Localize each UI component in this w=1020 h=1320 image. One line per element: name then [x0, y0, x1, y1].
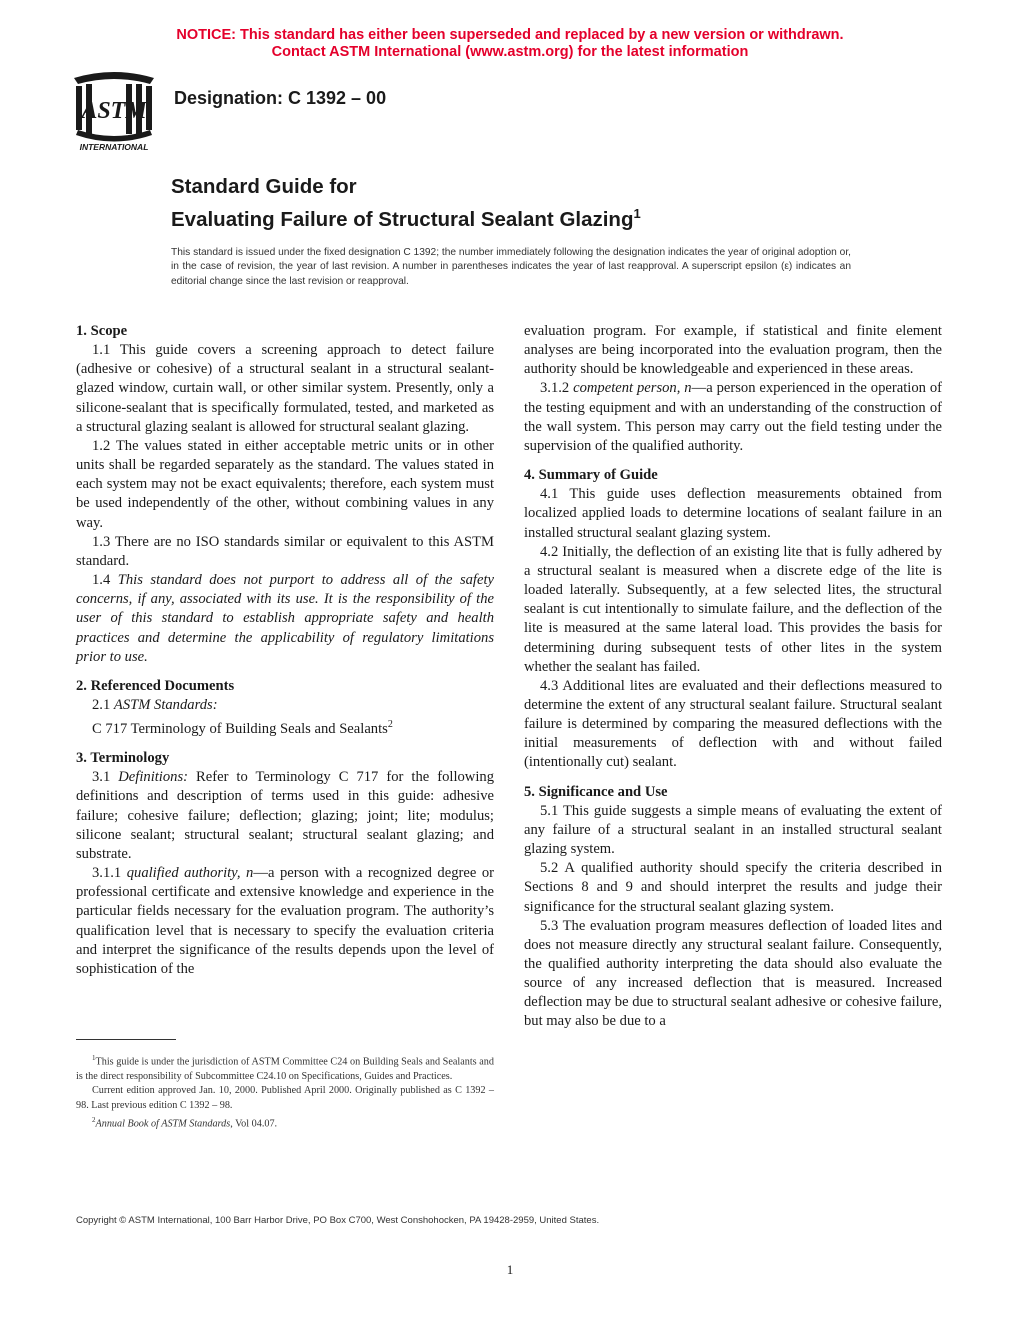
para-5-3: 5.3 The evaluation program measures deflection of loaded lites and does not measure directly any structural sealant failure. Consequently, the qualified authority interpreting the data should also evaluate the source of any increased deflection that is measured. Increased deflection may be due to structural sealant adhesive or cohesive failure, but may also be due to a	[524, 917, 942, 1030]
para-3-1-text: Refer to Terminology C 717 for the following definitions and description of terms used in this guide: adhesive failure; cohesive failure; deflection; glazing; joint; lite; modulus; silicone sealant; structural sealant; structural sealant glazing; and substrate.	[76, 769, 494, 862]
title-line-2: Evaluating Failure of Structural Sealant Glazing	[171, 207, 634, 231]
section-2-heading: 2. Referenced Documents	[76, 677, 235, 694]
logo-subtext: INTERNATIONAL	[79, 142, 149, 152]
notice-line-1: NOTICE: This standard has either been superseded and replaced by a new version or withdrawn.	[176, 27, 844, 43]
para-4-2: 4.2 Initially, the deflection of an existing lite that is fully adhered by a structural sealant is measured when a discrete edge of the lite is loaded laterally. Subsequently, at a few selected lites, the structural sealant is cut intentionally to simulate failure, and the deflection of the lite is measured at the same lateral load. This provides the basis for determining during subsequent tests of other lites in the system whether the sealant has failed.	[524, 543, 942, 675]
para-1-4-num: 1.4	[92, 572, 111, 589]
para-1-3: 1.3 There are no ISO standards similar or equivalent to this ASTM standard.	[76, 533, 494, 569]
para-3-1-1-text: —a person with a recognized degree or professional certificate and extensive knowledge and experience in the particular fields necessary for the evaluation program. The authority’s qualification level that is necessary to specify the evaluation criteria and interpret the significance of the results depends upon the level of sophistication of the	[76, 865, 495, 977]
section-3-heading: 3. Terminology	[76, 750, 170, 767]
designation: Designation: C 1392 – 00	[174, 88, 387, 108]
para-4-1: 4.1 This guide uses deflection measurements obtained from localized applied loads to determine locations of sealant failure in an installed structural sealant glazing system.	[524, 486, 942, 541]
para-1-1: 1.1 This guide covers a screening approach to detect failure (adhesive or cohesive) of a structural sealant in a structural sealant-glazed window, curtain wall, or other similar system. Presently, only a silicone-sealant that is specifically formulated, tested, and marketed as a structural glazing sealant is allowed for structural sealant glazing.	[76, 342, 494, 435]
footnote-1	[76, 1051, 494, 1084]
para-1-4	[76, 571, 494, 667]
reference-c717	[76, 715, 494, 739]
footnote-1-marker: 1	[92, 1054, 96, 1062]
footnote-1-text: This guide is under the jurisdiction of ASTM Committee C24 on Building Seals and Sealants and is the direct responsibility of Subcommittee C24.10 on Specifications, Guides and Practices.	[76, 1056, 494, 1082]
para-3-1-num: 3.1	[92, 769, 111, 786]
section-1-heading: 1. Scope	[76, 323, 128, 339]
copyright: Copyright © ASTM International, 100 Barr Harbor Drive, PO Box C700, West Conshohocken, PA 19428-2959, United States.	[76, 1215, 600, 1226]
para-3-1-1-term: qualified authority, n	[126, 865, 254, 882]
para-2-1-num: 2.1	[92, 696, 111, 713]
para-4-3: 4.3 Additional lites are evaluated and their deflections measured to determine the extent of any structural sealant failure. Structural sealant failure is determined by comparing the measured deflections with the initial measurements of deflection with and without failed (intentionally cut) sealant.	[524, 677, 942, 771]
para-1-4-text: This standard does not purport to address all of the safety concerns, if any, associated with its use. It is the responsibility of the user of this standard to establish appropriate safety and health practices and determine the applicability of regulatory limitations prior to use.	[76, 572, 494, 665]
para-5-2: 5.2 A qualified authority should specify the criteria described in Sections 8 and 9 and should interpret the results and judge their significance for the structural sealant glazing system.	[524, 860, 942, 915]
notice-line-2: Contact ASTM International (www.astm.org) for the latest information	[271, 44, 749, 60]
section-4-heading: 4. Summary of Guide	[524, 467, 658, 484]
issue-note-text: This standard is issued under the fixed designation C 1392; the number immediately following the designation indicates the year of original adoption or, in the case of revision, the year of last revision. A number in parentheses indicates the year of last reapproval. A superscript epsilon (ε) indicates an editorial change since the last revision or reapproval.	[171, 247, 851, 287]
footnote-2-marker: 2	[92, 1116, 96, 1125]
title-line-1: Standard Guide for	[171, 175, 357, 198]
para-3-1-label: Definitions:	[118, 769, 188, 786]
issue-note	[171, 246, 851, 289]
para-3-1-1	[76, 864, 494, 979]
footnote-2-text: Annual Book of ASTM Standards	[95, 1118, 231, 1130]
para-3-1-1-num: 3.1.1	[92, 865, 122, 882]
para-2-1-text: ASTM Standards:	[113, 696, 218, 713]
section-5-heading: 5. Significance and Use	[524, 783, 668, 800]
astm-logo	[66, 72, 162, 152]
para-3-1-2	[524, 379, 942, 456]
title-footnote-ref: 1	[633, 206, 641, 221]
para-2-1	[76, 696, 494, 715]
para-3-1-1-continued: evaluation program. For example, if statistical and finite element analyses are being incorporated into the evaluation program, then the authority should be knowledgeable and experienced in these areas.	[524, 323, 942, 378]
para-3-1-2-term: competent person, n	[573, 380, 692, 397]
left-column	[76, 322, 494, 979]
logo-text: ASTM	[81, 98, 147, 124]
footnote-divider	[76, 1039, 176, 1040]
right-column	[524, 322, 942, 1032]
document-title	[171, 173, 641, 233]
para-5-1: 5.1 This guide suggests a simple means of evaluating the extent of any failure of a structural sealant in an installed structural sealant glazing system.	[524, 802, 942, 858]
para-3-1	[76, 768, 494, 864]
page-number: 1	[506, 1262, 514, 1277]
footnote-2-volume: , Vol 04.07.	[230, 1118, 278, 1130]
withdrawal-notice	[0, 27, 1020, 61]
reference-c717-sup: 2	[387, 719, 393, 731]
footnote-1-edition: Current edition approved Jan. 10, 2000. Published April 2000. Originally published as C 1392 – 98. Last previous edition C 1392 – 98.	[76, 1085, 494, 1111]
footnote-2	[76, 1113, 494, 1132]
reference-c717-text: C 717 Terminology of Building Seals and Sealants	[92, 720, 388, 737]
para-3-1-2-text: —a person experienced in the operation of the testing equipment and with an understanding of the construction of the wall system. This person may carry out the field testing under the supervision of the qualified authority.	[524, 380, 942, 454]
footnotes	[76, 1051, 494, 1132]
para-1-2: 1.2 The values stated in either acceptable metric units or in other units shall be regarded separately as the standard. The values stated in each system may not be exact equivalents; therefore, each system must be used independently of the other, without combining values in any way.	[76, 437, 494, 531]
para-3-1-2-num: 3.1.2	[540, 380, 570, 397]
